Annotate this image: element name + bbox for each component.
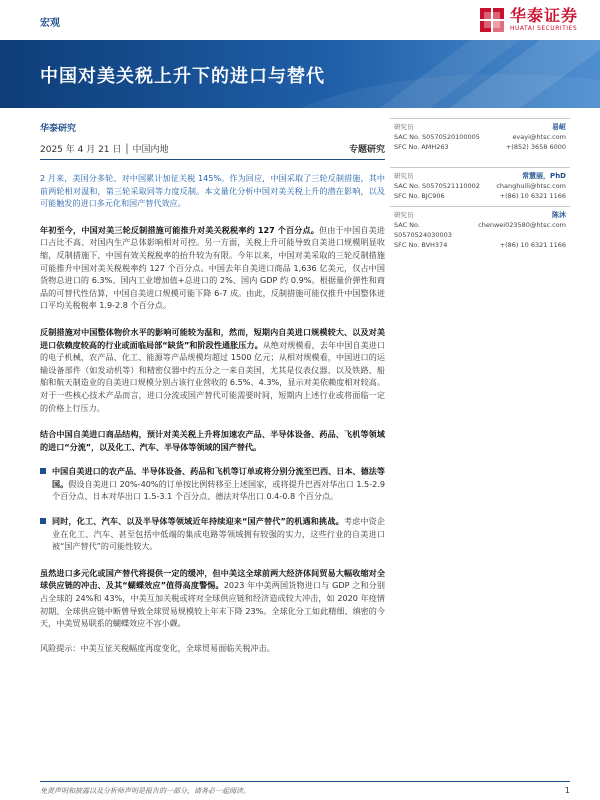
page-number: 1 xyxy=(564,786,570,795)
main-column xyxy=(40,118,385,654)
analyst-name: 常慧丽，PhD xyxy=(522,172,566,180)
section-1 xyxy=(40,224,385,312)
huatai-logo-icon xyxy=(480,8,504,32)
analyst-name: 易峘 xyxy=(552,123,566,131)
bullet-square-icon xyxy=(40,468,46,474)
summary-paragraph: 2 月来，美国分多轮、对中国累计加征关税 145%。作为回应，中国采取了三轮反制措施，其中前两轮相对温和，第三轮采取同等力度反制。本文量化分析中国对美关税上升的潜在影响，以及可能触发的进口多元化和国产替代效应。 xyxy=(40,173,385,209)
footer-disclaimer: 免责声明和披露以及分析师声明是报告的一部分，请务必一起阅读。 xyxy=(40,787,250,795)
analyst-email[interactable]: changhuili@htsc.com xyxy=(496,182,566,190)
bullet-square-icon xyxy=(40,518,46,524)
bullet-2 xyxy=(40,515,385,553)
bullet-1-lead: 中国自美进口的农产品、半导体设备、药品和飞机等订单或将分别分流至巴西、日本、德法等国。 xyxy=(52,466,385,489)
bullet-1-body: 假设自美进口 20%-40%的订单按比例转移至上述国家，或将提升巴西对华出口 1.5-2.9 个百分点、日本对华出口 1.5-3.1 个百分点、德法对华出口 0.4-0.8 个百分点。 xyxy=(52,478,385,502)
section-2-lead: 反制措施对中国整体物价水平的影响可能较为温和，然而，短期内自美进口规模较大、以及对美进口依赖度较高的行业或面临局部“缺货”和阶段性通胀压力。 xyxy=(40,326,385,350)
logo-text-en: HUATAI SECURITIES xyxy=(509,25,578,32)
analyst-email[interactable]: evayi@htsc.com xyxy=(512,133,566,141)
header-divider xyxy=(40,159,385,160)
analyst-card xyxy=(390,206,570,255)
section-1-lead: 年初至今，中国对美三轮反制措施可能推升对美关税税率约 127 个百分点。 xyxy=(40,224,320,235)
report-type: 专题研究 xyxy=(348,145,385,155)
report-title: 中国对美关税上升下的进口与替代 xyxy=(40,66,325,87)
analyst-card xyxy=(390,118,570,157)
report-date: 2025 年 4 月 21 日 │ 中国内地 xyxy=(40,145,169,155)
title-banner xyxy=(0,40,600,108)
logo-text-cn: 华泰证券 xyxy=(509,6,578,25)
spacer xyxy=(390,157,570,167)
analyst-sac: SAC No. S0570521110002 xyxy=(394,182,480,190)
analyst-name: 陈沐 xyxy=(552,211,566,219)
section-3-lead: 结合中国自美进口商品结构，预计对美关税上升将加速农产品、半导体设备、药品、飞机等领域的进口“分流”，以及化工、汽车、半导体等领域的国产替代。 xyxy=(40,429,385,452)
section-4-body: 2023 年中美两国货物进口与 GDP 之和分别占全球的 24%和 43%，中美互加关税或将对全球供应链和经济造成较大冲击，如 2020 年疫情初期、全球供应链中断曾导致全球贸易规模较上年末下降 23%。全球化分工如此精细、缜密的今天，中美贸易联系的蝴蝶效应不容小觑。 xyxy=(40,580,385,629)
research-label: 华泰研究 xyxy=(40,124,77,134)
analyst-email[interactable]: chenwei023580@htsc.com xyxy=(478,221,566,229)
bullet-2-body: 考虑中资企业在化工、汽车、甚至包括中低端的集成电路等领域拥有较强的实力，这些行业的自美进口被“国产替代”的可能性较大。 xyxy=(52,516,385,552)
section-2-body: 从绝对规模看，去年中国自美进口的电子机械、农产品、化工、能源等产品规模均超过 1500 亿元；从相对规模看，中国进口的运输设备部件（如发动机等）和精密仪器中约五分之一来自美国，尤其是仪表仪器、以及铁路、船舶和航天制造业的自美进口规模分别占该行业营收的 6.5%、4.3%，显示对美依赖度相对较高。对于一些核心技术产品而言，进口分流或国产替代可能需要时间，短期内上述行业或将面临一定的价格上行压力。 xyxy=(40,339,385,413)
analyst-sfc: SFC No. BJC906 xyxy=(394,192,445,200)
bullet-2-lead: 同时，化工、汽车、以及半导体等领域近年持续迎来“国产替代”的机遇和挑战。 xyxy=(52,516,344,527)
analyst-sac: SAC No. S0570524030003 xyxy=(394,221,452,239)
analyst-phone: +(86) 10 6321 1166 xyxy=(499,192,566,200)
footer-divider xyxy=(40,781,570,782)
analyst-card xyxy=(390,167,570,206)
bullet-1 xyxy=(40,465,385,503)
risk-warning: 风险提示：中美互征关税幅度再度变化，全球贸易面临关税冲击。 xyxy=(40,642,275,653)
company-logo xyxy=(480,8,578,32)
analyst-role: 研究员 xyxy=(394,172,414,180)
analyst-phone: +(852) 3658 6000 xyxy=(505,143,566,151)
analyst-sac: SAC No. S0570520100005 xyxy=(394,133,480,141)
analyst-phone: +(86) 10 6321 1166 xyxy=(499,241,566,249)
section-1-body: 但由于中国自美进口占比不高、对国内生产总体影响相对可控。另一方面，关税上升可能导致自美进口规模明显收缩，反制措施下，中国有效关税税率的抬升较为有限。今年以来，中国对美采取的三轮反制措施可能推升中国对美关税税率约 127 个百分点。中国去年自美进口商品 1,636 亿美元，仅占中国货物总进口的 6.3%、国内工业增加值+总进口的 2%、国内 GDP 约 0.9%。根据量价弹性和商品的可替代性估算，中国自美进口规模可能下降 6-7 成。由此，反制措施可能仅推升中国整体进口平均关税税率 1.9-2.8 个百分点。 xyxy=(40,224,385,311)
section-4-lead: 虽然进口多元化或国产替代将提供一定的缓冲，但中美这全球前两大经济体间贸易大幅收缩对全球供应链的冲击、及其“蝴蝶效应”值得高度警惕。 xyxy=(40,567,385,591)
analyst-sfc: SFC No. AMH263 xyxy=(394,143,449,151)
section-4 xyxy=(40,567,385,630)
analyst-role: 研究员 xyxy=(394,211,414,219)
date-line xyxy=(40,142,385,156)
analyst-role: 研究员 xyxy=(394,123,414,131)
page-header xyxy=(0,0,600,30)
analyst-sfc: SFC No. BVH374 xyxy=(394,241,448,249)
analyst-sidebar xyxy=(390,118,570,255)
category-tag: 宏观 xyxy=(40,18,60,29)
section-2 xyxy=(40,326,385,414)
